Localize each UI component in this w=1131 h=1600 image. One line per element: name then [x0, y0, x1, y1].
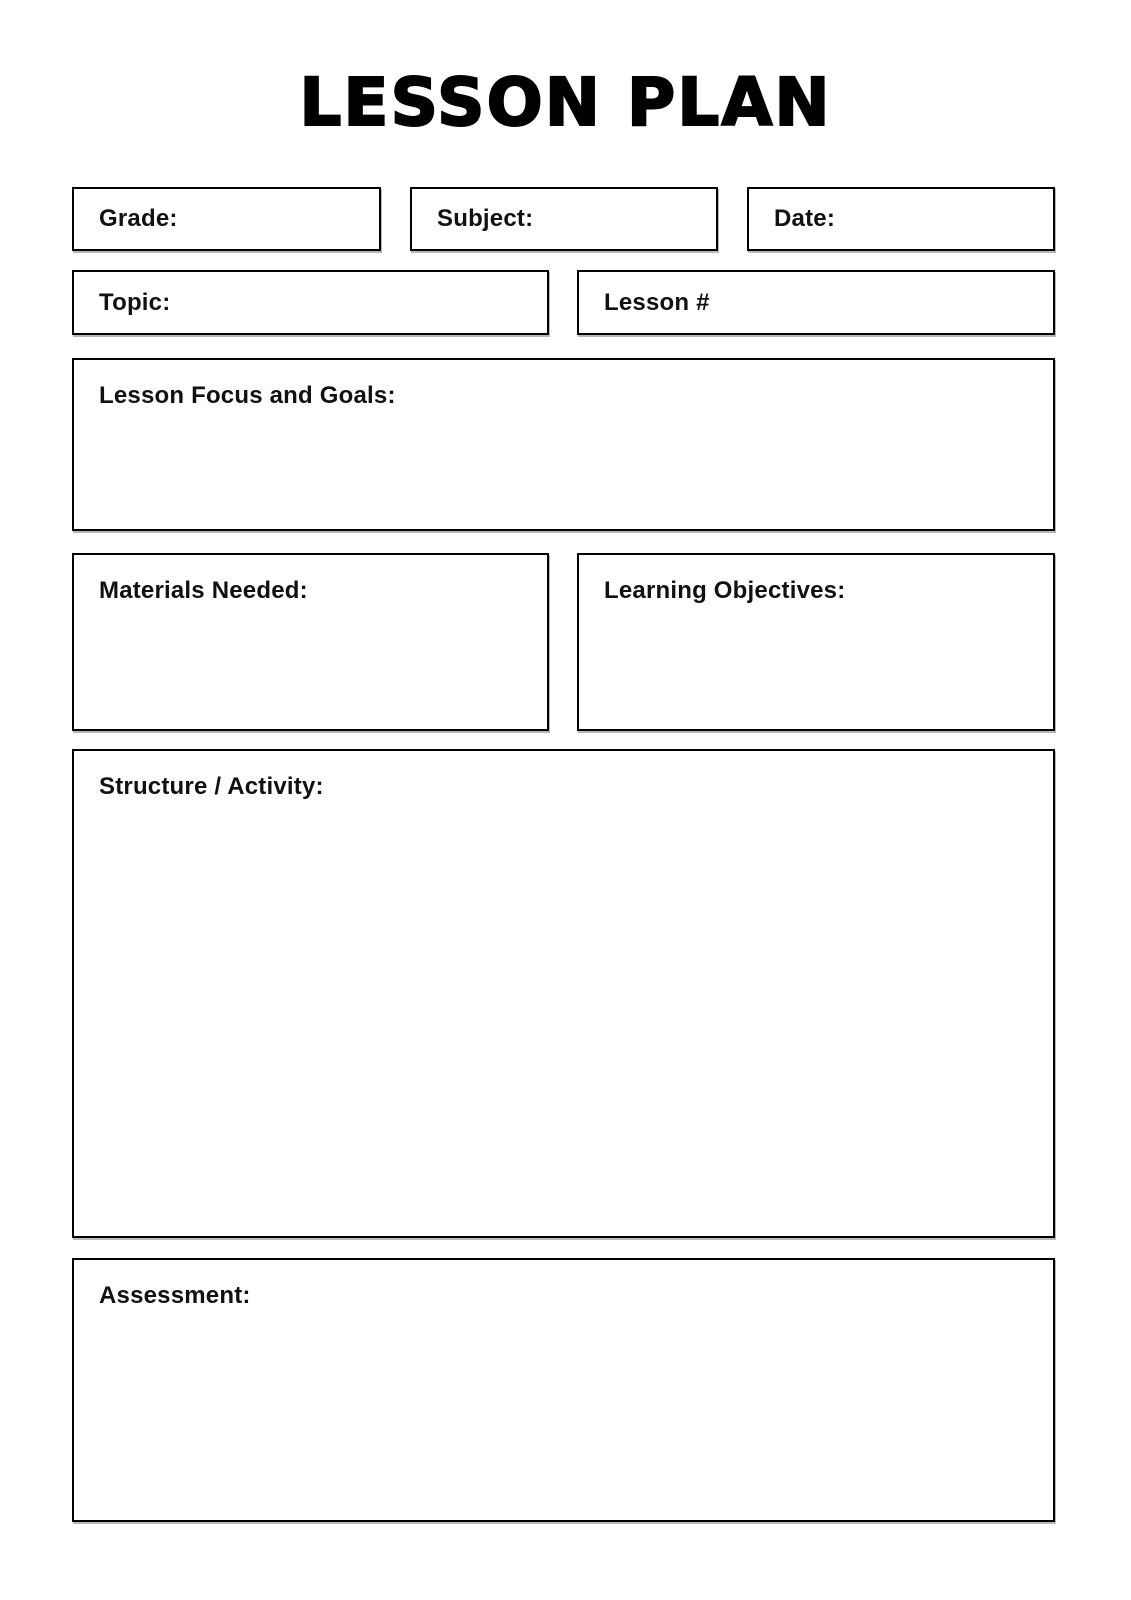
date-field-value[interactable] — [835, 189, 1053, 249]
learning-objectives-field-label: Learning Objectives: — [604, 577, 846, 604]
lesson-number-field[interactable] — [577, 270, 1055, 335]
topic-field[interactable] — [72, 270, 549, 335]
grade-field-label: Grade: — [99, 205, 178, 232]
assessment-field-label: Assessment: — [99, 1282, 251, 1309]
learning-objectives-field[interactable] — [577, 553, 1055, 731]
subject-field-value[interactable] — [533, 189, 716, 249]
learning-objectives-field-value[interactable] — [604, 605, 1028, 707]
structure-activity-field[interactable] — [72, 749, 1055, 1238]
topic-field-label: Topic: — [99, 288, 171, 316]
materials-needed-field-value[interactable] — [99, 605, 522, 707]
subject-field[interactable] — [410, 187, 718, 251]
structure-activity-field-value[interactable] — [99, 801, 1028, 1214]
lesson-focus-field[interactable] — [72, 358, 1055, 531]
page-title: LESSON PLAN — [299, 64, 832, 141]
structure-activity-field-label: Structure / Activity: — [99, 773, 324, 800]
lesson-number-field-value[interactable] — [710, 272, 1053, 333]
assessment-field-value[interactable] — [99, 1310, 1028, 1498]
lesson-focus-field-label: Lesson Focus and Goals: — [99, 382, 396, 409]
date-field-label: Date: — [774, 205, 836, 232]
grade-field[interactable] — [72, 187, 381, 251]
subject-field-label: Subject: — [437, 205, 534, 232]
lesson-number-field-label: Lesson # — [604, 288, 710, 316]
grade-field-value[interactable] — [178, 189, 379, 249]
date-field[interactable] — [747, 187, 1055, 251]
assessment-field[interactable] — [72, 1258, 1055, 1522]
materials-needed-field-label: Materials Needed: — [99, 577, 308, 604]
topic-field-value[interactable] — [170, 272, 547, 333]
lesson-focus-field-value[interactable] — [99, 410, 1028, 507]
materials-needed-field[interactable] — [72, 553, 549, 731]
